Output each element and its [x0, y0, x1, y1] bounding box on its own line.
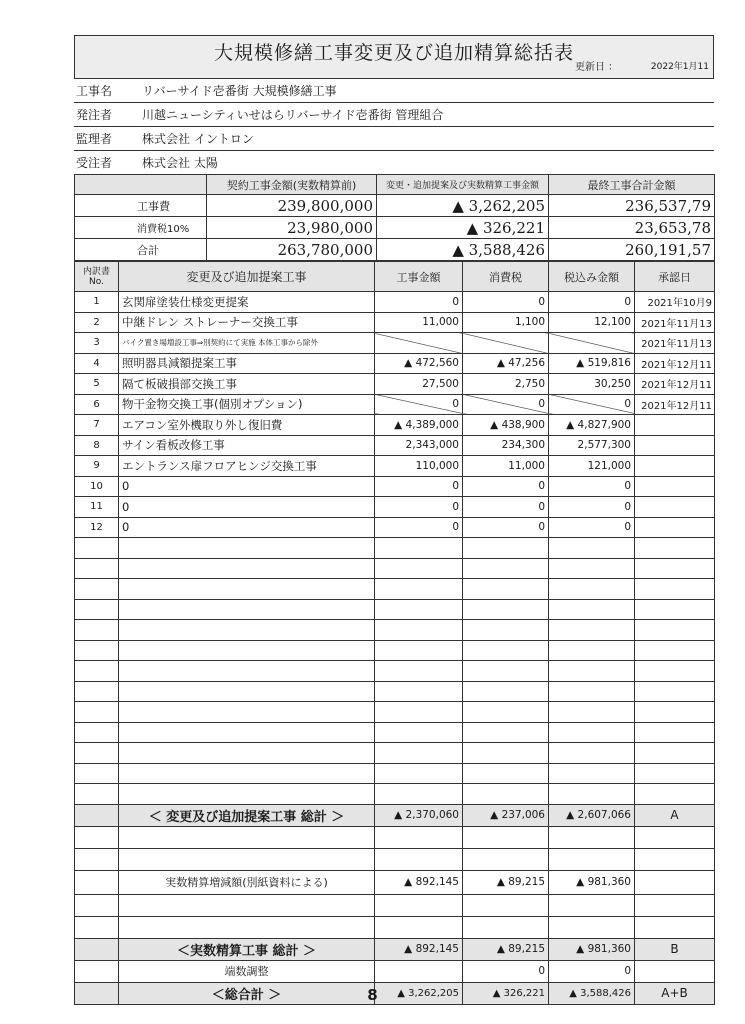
row-amount — [375, 702, 463, 723]
row-no — [75, 620, 119, 641]
summary-sheet — [74, 35, 714, 1005]
grand-total-amount: ▲ 3,262,205 — [375, 982, 463, 1004]
row-date — [635, 538, 715, 559]
blank-row — [75, 894, 715, 916]
summary-contract: 239,800,000 — [207, 195, 377, 217]
row-tax: ▲ 47,256 — [463, 353, 549, 374]
row-total — [549, 620, 635, 641]
row-tax — [463, 702, 549, 723]
info-value: 川越ニューシティいせはらリバーサイド壱番街 管理組合 — [142, 108, 444, 122]
row-total: 30,250 — [549, 374, 635, 395]
header-tax: 消費税 — [463, 262, 549, 292]
row-total: 0 — [549, 476, 635, 497]
row-amount — [375, 599, 463, 620]
row-date — [635, 620, 715, 641]
row-name — [119, 784, 375, 805]
row-total — [549, 681, 635, 702]
row-no — [75, 538, 119, 559]
row-name: バイク置き場増設工事⇒別契約にて実施 本体工事から除外 — [119, 333, 375, 354]
row-name: 0 — [119, 476, 375, 497]
row-total — [549, 743, 635, 764]
row-date — [635, 743, 715, 764]
row-amount — [375, 538, 463, 559]
row-total: 0 — [549, 497, 635, 518]
summary-change: ▲ 326,221 — [377, 217, 549, 239]
proposal-row — [75, 353, 715, 374]
actual-total-label: ＜実数精算工事 総計 ＞ — [119, 938, 375, 960]
row-amount: 11,000 — [375, 312, 463, 333]
row-name: 中継ドレン ストレーナー交換工事 — [119, 312, 375, 333]
blank-row — [75, 826, 715, 848]
proposal-row — [75, 517, 715, 538]
blank-row — [75, 620, 715, 641]
row-amount: 0 — [375, 292, 463, 313]
info-label: 工事名 — [76, 84, 113, 98]
rounding-total: 0 — [549, 960, 635, 982]
row-no — [75, 681, 119, 702]
row-name: 隔て板破損部交換工事 — [119, 374, 375, 395]
row-amount: ▲ 4,389,000 — [375, 415, 463, 436]
row-name: 0 — [119, 517, 375, 538]
row-total — [549, 702, 635, 723]
blank-row — [75, 722, 715, 743]
info-value: 株式会社 イントロン — [142, 132, 254, 146]
row-no: 2 — [75, 312, 119, 333]
row-total: ▲ 4,827,900 — [549, 415, 635, 436]
proposal-row — [75, 435, 715, 456]
summary-contract: 263,780,000 — [207, 239, 377, 261]
row-tax — [463, 661, 549, 682]
info-value: リバーサイド壱番街 大規模修繕工事 — [142, 84, 337, 98]
info-label: 監理者 — [76, 132, 113, 146]
summary-header-row — [75, 175, 715, 195]
rounding-mark — [635, 960, 715, 982]
row-date — [635, 415, 715, 436]
blank-row — [75, 538, 715, 559]
summary-table — [74, 174, 715, 261]
row-amount — [375, 743, 463, 764]
info-value: 株式会社 太陽 — [142, 156, 218, 170]
proposal-header-row — [75, 262, 715, 292]
updated-date: 2022年1月11 — [650, 62, 709, 72]
row-tax — [463, 784, 549, 805]
row-total — [549, 599, 635, 620]
row-no: 4 — [75, 353, 119, 374]
row-name — [119, 743, 375, 764]
blank-row — [75, 702, 715, 723]
row-total — [549, 722, 635, 743]
proposal-row — [75, 394, 715, 415]
row-no: 11 — [75, 497, 119, 518]
actual-adjust-total: ▲ 981,360 — [549, 870, 635, 894]
row-total: 0 — [549, 394, 635, 415]
row-name — [119, 620, 375, 641]
row-date: 2021年10月9 — [635, 292, 715, 313]
row-total: ▲ 519,816 — [549, 353, 635, 374]
row-total — [549, 579, 635, 600]
info-row-contractor — [74, 151, 714, 174]
row-total — [549, 640, 635, 661]
blank-row — [75, 763, 715, 784]
grand-total-mark: A+B — [635, 982, 715, 1004]
row-amount: ▲ 472,560 — [375, 353, 463, 374]
proposal-row — [75, 415, 715, 436]
proposal-total-tax: ▲ 237,006 — [463, 804, 549, 826]
actual-adjust-amount: ▲ 892,145 — [375, 870, 463, 894]
header-total: 税込み金額 — [549, 262, 635, 292]
proposal-row — [75, 292, 715, 313]
blank-row — [75, 916, 715, 938]
col-change: 変更・追加提案及び実数精算工事金額 — [377, 175, 549, 195]
row-amount: 2,343,000 — [375, 435, 463, 456]
row-tax: ▲ 438,900 — [463, 415, 549, 436]
row-date: 2021年11月13 — [635, 312, 715, 333]
row-tax — [463, 558, 549, 579]
summary-change: ▲ 3,588,426 — [377, 239, 549, 261]
summary-label: 消費税10% — [75, 217, 207, 239]
actual-total-row — [75, 938, 715, 960]
row-amount: 0 — [375, 394, 463, 415]
row-amount — [375, 763, 463, 784]
row-tax: 0 — [463, 476, 549, 497]
row-date — [635, 763, 715, 784]
header-date: 承認日 — [635, 262, 715, 292]
row-date — [635, 579, 715, 600]
row-amount — [375, 333, 463, 354]
summary-change: ▲ 3,262,205 — [377, 195, 549, 217]
row-name — [119, 681, 375, 702]
row-name — [119, 702, 375, 723]
rounding-cell — [75, 960, 119, 982]
row-name — [119, 640, 375, 661]
proposal-row — [75, 476, 715, 497]
row-date — [635, 702, 715, 723]
proposal-row — [75, 374, 715, 395]
row-tax: 0 — [463, 517, 549, 538]
row-tax — [463, 620, 549, 641]
page-number: 8 — [367, 986, 378, 1004]
row-name — [119, 722, 375, 743]
row-date — [635, 558, 715, 579]
row-no — [75, 558, 119, 579]
header-name: 変更及び追加提案工事 — [119, 262, 375, 292]
row-tax — [463, 640, 549, 661]
proposal-total-cell — [75, 804, 119, 826]
proposal-total-amount: ▲ 2,370,060 — [375, 804, 463, 826]
row-amount: 27,500 — [375, 374, 463, 395]
row-amount: 0 — [375, 476, 463, 497]
proposal-total-label: ＜ 変更及び追加提案工事 総計 ＞ — [119, 804, 375, 826]
row-tax — [463, 722, 549, 743]
actual-adjust-label: 実数精算増減額(別紙資料による) — [119, 870, 375, 894]
info-label: 受注者 — [76, 156, 113, 170]
blank-row — [75, 579, 715, 600]
row-name: 玄関扉塗装仕様変更提案 — [119, 292, 375, 313]
summary-final: 236,537,79 — [549, 195, 715, 217]
rounding-row — [75, 960, 715, 982]
blank-row — [75, 640, 715, 661]
actual-total-tax: ▲ 89,215 — [463, 938, 549, 960]
row-amount — [375, 640, 463, 661]
row-amount — [375, 579, 463, 600]
summary-label: 工事費 — [75, 195, 207, 217]
row-total — [549, 763, 635, 784]
col-final: 最終工事合計金額 — [549, 175, 715, 195]
row-no: 12 — [75, 517, 119, 538]
summary-row — [75, 217, 715, 239]
grand-total-label: ＜総合計 ＞ — [119, 982, 375, 1004]
row-date: 2021年12月11 — [635, 394, 715, 415]
row-name: サイン看板改修工事 — [119, 435, 375, 456]
row-no: 3 — [75, 333, 119, 354]
row-tax — [463, 333, 549, 354]
col-contract: 契約工事金額(実数精算前) — [207, 175, 377, 195]
row-date — [635, 517, 715, 538]
blank-row — [75, 558, 715, 579]
row-no — [75, 640, 119, 661]
row-date — [635, 497, 715, 518]
rounding-tax: 0 — [463, 960, 549, 982]
row-name: 物干金物交換工事(個別オプション) — [119, 394, 375, 415]
row-name — [119, 579, 375, 600]
blank-row — [75, 743, 715, 764]
header-no: 内訳書 No. — [75, 262, 119, 292]
row-name: 照明器具減額提案工事 — [119, 353, 375, 374]
row-tax: 0 — [463, 292, 549, 313]
actual-adjust-tax: ▲ 89,215 — [463, 870, 549, 894]
summary-row — [75, 239, 715, 261]
row-no — [75, 702, 119, 723]
row-total — [549, 538, 635, 559]
row-date — [635, 722, 715, 743]
actual-adjust-mark — [635, 870, 715, 894]
row-tax — [463, 743, 549, 764]
row-tax: 0 — [463, 394, 549, 415]
actual-adjust-cell — [75, 870, 119, 894]
proposal-total-mark: A — [635, 804, 715, 826]
row-tax — [463, 599, 549, 620]
row-date — [635, 661, 715, 682]
row-amount — [375, 558, 463, 579]
row-total: 12,100 — [549, 312, 635, 333]
summary-corner — [75, 175, 207, 195]
info-label: 発注者 — [76, 108, 113, 122]
row-tax: 2,750 — [463, 374, 549, 395]
header-amount: 工事金額 — [375, 262, 463, 292]
row-date — [635, 681, 715, 702]
row-total: 0 — [549, 517, 635, 538]
blank-row — [75, 784, 715, 805]
row-name — [119, 599, 375, 620]
blank-row — [75, 599, 715, 620]
row-date: 2021年12月11 — [635, 353, 715, 374]
row-no: 8 — [75, 435, 119, 456]
row-amount — [375, 722, 463, 743]
document-title: 大規模修繕工事変更及び追加精算総括表 — [213, 42, 574, 64]
row-name — [119, 538, 375, 559]
title-row — [74, 35, 714, 79]
row-no — [75, 763, 119, 784]
summary-label: 合計 — [75, 239, 207, 261]
row-name — [119, 763, 375, 784]
proposal-total-row — [75, 804, 715, 826]
row-tax — [463, 763, 549, 784]
row-tax — [463, 681, 549, 702]
grand-total-total: ▲ 3,588,426 — [549, 982, 635, 1004]
summary-final: 260,191,57 — [549, 239, 715, 261]
row-date — [635, 784, 715, 805]
info-row-project — [74, 79, 714, 103]
row-no — [75, 722, 119, 743]
row-no — [75, 743, 119, 764]
row-no: 7 — [75, 415, 119, 436]
blank-row — [75, 681, 715, 702]
row-date — [635, 599, 715, 620]
row-date — [635, 640, 715, 661]
row-amount: 0 — [375, 517, 463, 538]
row-total — [549, 661, 635, 682]
row-total: 0 — [549, 292, 635, 313]
row-no: 5 — [75, 374, 119, 395]
rounding-amount — [375, 960, 463, 982]
row-no: 6 — [75, 394, 119, 415]
row-amount — [375, 661, 463, 682]
actual-total-total: ▲ 981,360 — [549, 938, 635, 960]
row-no: 10 — [75, 476, 119, 497]
actual-adjust-row — [75, 870, 715, 894]
row-amount — [375, 784, 463, 805]
row-no: 1 — [75, 292, 119, 313]
row-tax: 0 — [463, 497, 549, 518]
row-date — [635, 476, 715, 497]
info-row-supervisor — [74, 127, 714, 151]
info-row-client — [74, 103, 714, 127]
row-amount: 110,000 — [375, 456, 463, 477]
row-amount — [375, 681, 463, 702]
proposal-row — [75, 312, 715, 333]
row-tax: 234,300 — [463, 435, 549, 456]
row-tax: 1,100 — [463, 312, 549, 333]
row-no — [75, 784, 119, 805]
rounding-label: 端数調整 — [119, 960, 375, 982]
row-tax: 11,000 — [463, 456, 549, 477]
row-date — [635, 456, 715, 477]
row-total — [549, 333, 635, 354]
row-date: 2021年12月11 — [635, 374, 715, 395]
row-total — [549, 558, 635, 579]
updated-label: 更新日 ： — [575, 62, 619, 73]
proposal-row — [75, 333, 715, 354]
proposal-total-total: ▲ 2,607,066 — [549, 804, 635, 826]
row-name: エアコン室外機取り外し復旧費 — [119, 415, 375, 436]
summary-contract: 23,980,000 — [207, 217, 377, 239]
row-name — [119, 558, 375, 579]
row-total — [549, 784, 635, 805]
summary-final: 23,653,78 — [549, 217, 715, 239]
row-name — [119, 661, 375, 682]
actual-total-cell — [75, 938, 119, 960]
summary-row — [75, 195, 715, 217]
row-date — [635, 435, 715, 456]
actual-total-amount: ▲ 892,145 — [375, 938, 463, 960]
row-total: 2,577,300 — [549, 435, 635, 456]
totals-section — [75, 804, 715, 1004]
blank-row — [75, 661, 715, 682]
row-no — [75, 579, 119, 600]
row-total: 121,000 — [549, 456, 635, 477]
row-no — [75, 661, 119, 682]
row-amount — [375, 620, 463, 641]
blank-row — [75, 848, 715, 870]
actual-total-mark: B — [635, 938, 715, 960]
row-date: 2021年11月13 — [635, 333, 715, 354]
row-tax — [463, 538, 549, 559]
proposal-row — [75, 497, 715, 518]
proposal-row — [75, 456, 715, 477]
row-amount: 0 — [375, 497, 463, 518]
row-name: 0 — [119, 497, 375, 518]
row-tax — [463, 579, 549, 600]
grand-total-tax: ▲ 326,221 — [463, 982, 549, 1004]
row-no — [75, 599, 119, 620]
proposal-table — [74, 261, 715, 1005]
row-name: エントランス扉フロアヒンジ交換工事 — [119, 456, 375, 477]
row-no: 9 — [75, 456, 119, 477]
